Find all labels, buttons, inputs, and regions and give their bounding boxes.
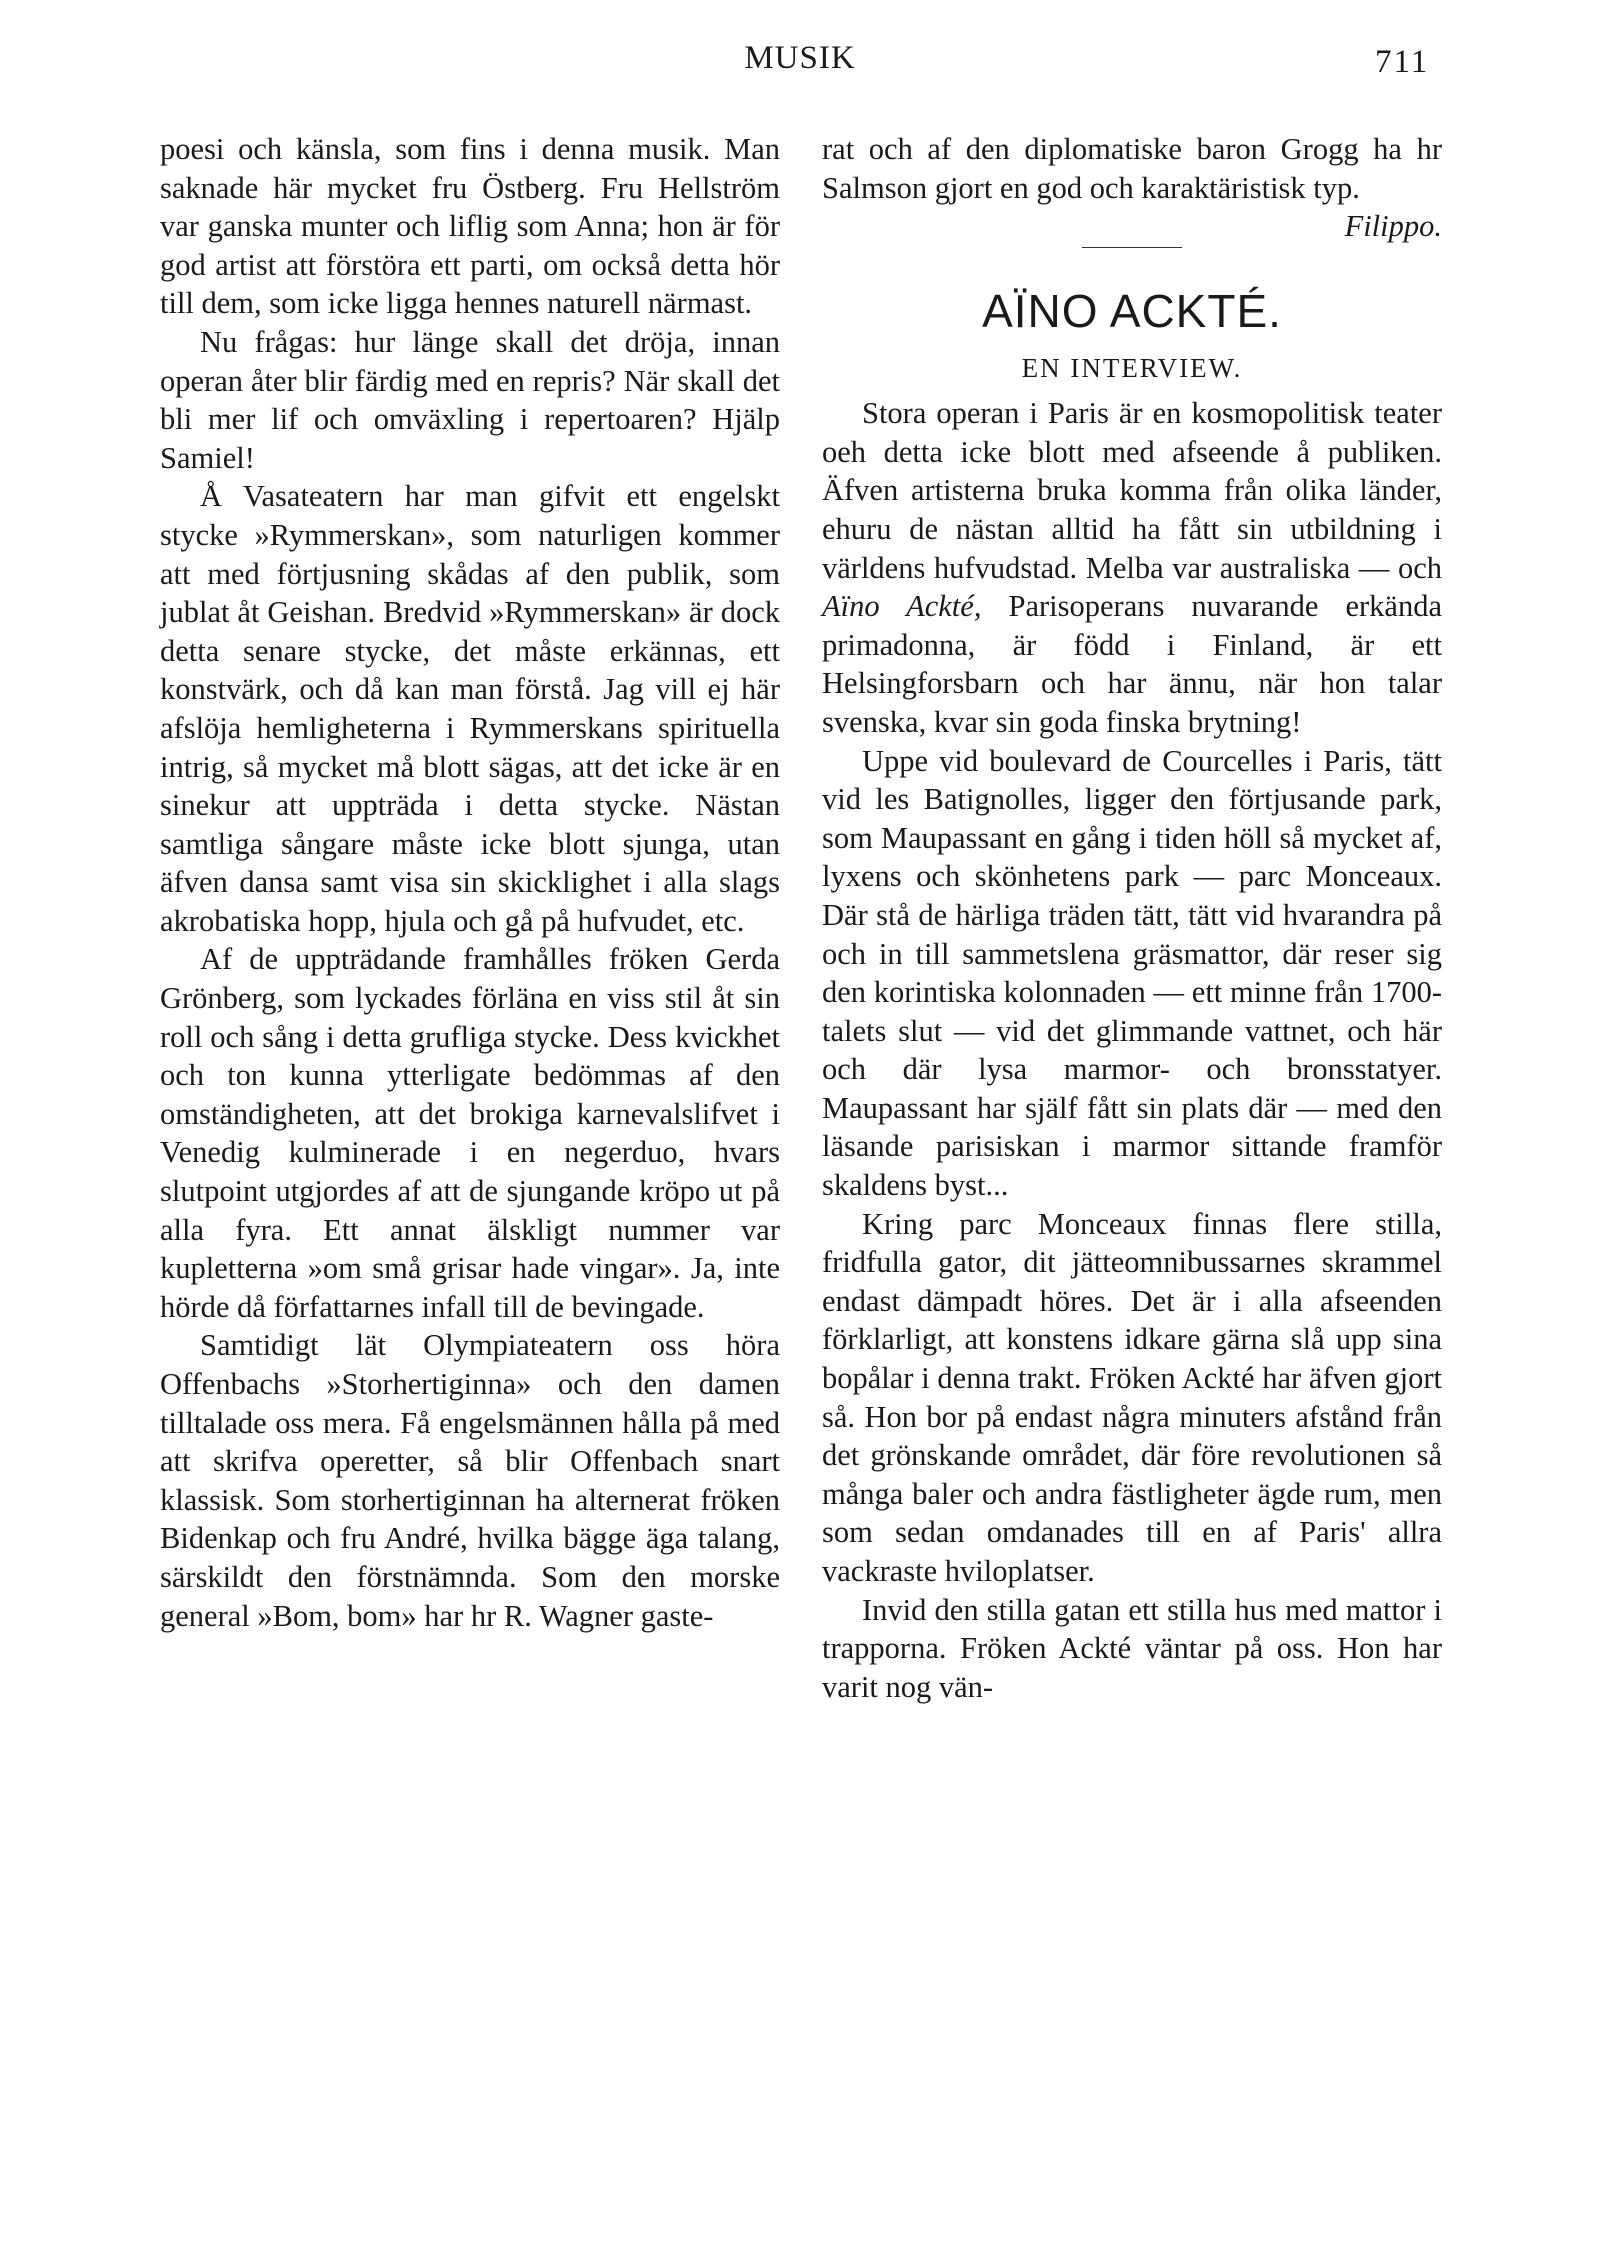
paragraph-text: Stora operan i Paris är en kosmopolitisk teater oeh detta icke blott med afseende å publiken. Äfven artisterna bruka komma från olika länder, ehuru de nästan alltid ha fått sin utbildning i världens hufvudstad. Melba var australiska — och (822, 396, 1442, 585)
paragraph: Å Vasateatern har man gifvit ett engelskt stycke »Rymmerskan», som naturligen kommer att med förtjusning skådas af den publik, som jublat åt Geishan. Bredvid »Rymmerskan» är dock detta senare stycke, det måste erkännas, ett konstvärk, och då kan man förstå. Jag vill ej här afslöja hemligheterna i Rymmerskans spirituella intrig, så mycket må blott sägas, att det icke är en sinekur att uppträda i detta stycke. Nästan samtliga sångare måste icke blott sjunga, utan äfven dansa samt visa sin skicklighet i alla slags akrobatiska hopp, hjula och gå på hufvudet, etc. (160, 479, 780, 938)
paragraph (822, 394, 1442, 741)
page-number: 711 (1375, 44, 1430, 80)
paragraph: poesi och känsla, som fins i denna musik. Man saknade här mycket fru Östberg. Fru Hellström var ganska munter och liflig som Anna; hon är för god artist att förstöra ett parti, om också detta hör till dem, som icke ligga hennes naturell närmast. (160, 132, 780, 321)
author-signature: Filippo. (1344, 209, 1442, 244)
paragraph: Invid den stilla gatan ett stilla hus med mattor i trapporna. Fröken Ackté väntar på oss. Hon har varit nog vän- (822, 1592, 1442, 1704)
paragraph: Kring parc Monceaux finnas flere stilla, fridfulla gator, dit jätteomnibussarnes skrammel endast dämpadt höres. Det är i alla afseenden förklarligt, att konstens idkare gärna slå upp sina bopålar i denna trakt. Fröken Ackté har äfven gjort så. Hon bor på endast några minuters afstånd från det grönskande området, där före revolutionen så många baler och andra fästligheter ägde rum, men som sedan omdanades till en af Paris' allra vackraste hviloplatser. (822, 1206, 1442, 1588)
article-subtitle: EN INTERVIEW. (1021, 353, 1243, 384)
left-column (160, 130, 780, 1635)
paragraph: Samtidigt lät Olympiateatern oss höra Offenbachs »Storhertiginna» och den damen tilltalade oss mera. Få engelsmännen hålla på med att skrifva operetter, så blir Offenbach snart klassisk. Som storhertiginnan ha alternerat fröken Bidenkap och fru André, hvilka bägge äga talang, särskildt den förstnämnda. Som den morske general »Bom, bom» har hr R. Wagner gaste- (160, 1328, 780, 1633)
paragraph-italic-name: Aïno Ackté, (822, 589, 982, 624)
paragraph-continuation (822, 130, 1442, 244)
section-divider (1082, 247, 1182, 248)
paragraph: Uppe vid boulevard de Courcelles i Paris, tätt vid les Batignolles, ligger den förtjusande park, som Maupassant en gång i tiden höll så mycket af, lyxens och skönhetens park — parc Monceaux. Där stå de härliga träden tätt, tätt vid hvarandra på och in till sammetslena gräsmattor, där reser sig den korintiska kolonnaden — ett minne från 1700-talets slut — vid det glimmande vattnet, och här och där lysa marmor- och bronsstatyer. Maupassant har själf fått sin plats där — med den läsande parisiskan i marmor sittande framför skaldens byst... (822, 743, 1442, 1203)
paragraph-text: Parisoperans nuvarande erkända primadonna, är född i Finland, är ett Helsingforsbarn och har ännu, när hon talar svenska, kvar sin goda finska brytning! (822, 589, 1442, 739)
continuation-text: rat och af den diplomatiske baron Grogg ha hr Salmson gjort en god och karaktäristisk typ. (822, 132, 1442, 205)
article-title: AÏNO ACKTÉ. (982, 285, 1282, 338)
paragraph: Af de uppträdande framhålles fröken Gerda Grönberg, som lyckades förläna en viss stil åt sin roll och sång i detta grufliga stycke. Dess kvickhet och ton kunna ytterligate bedömmas af den omständigheten, att det brokiga karnevalslifvet i Venedig kulminerade i en negerduo, hvars slutpoint utgjordes af att de sjungande kröpo ut på alla fyra. Ett annat älskligt nummer var kupletterna »om små grisar hade vingar». Ja, inte hörde då författarnes infall till de bevingade. (160, 942, 780, 1324)
right-column (822, 130, 1442, 1706)
paragraph: Nu frågas: hur länge skall det dröja, innan operan åter blir färdig med en repris? När skall det bli mer lif och omväxling i repertoaren? Hjälp Samiel! (160, 324, 780, 475)
page-header-title: MUSIK (744, 40, 856, 76)
